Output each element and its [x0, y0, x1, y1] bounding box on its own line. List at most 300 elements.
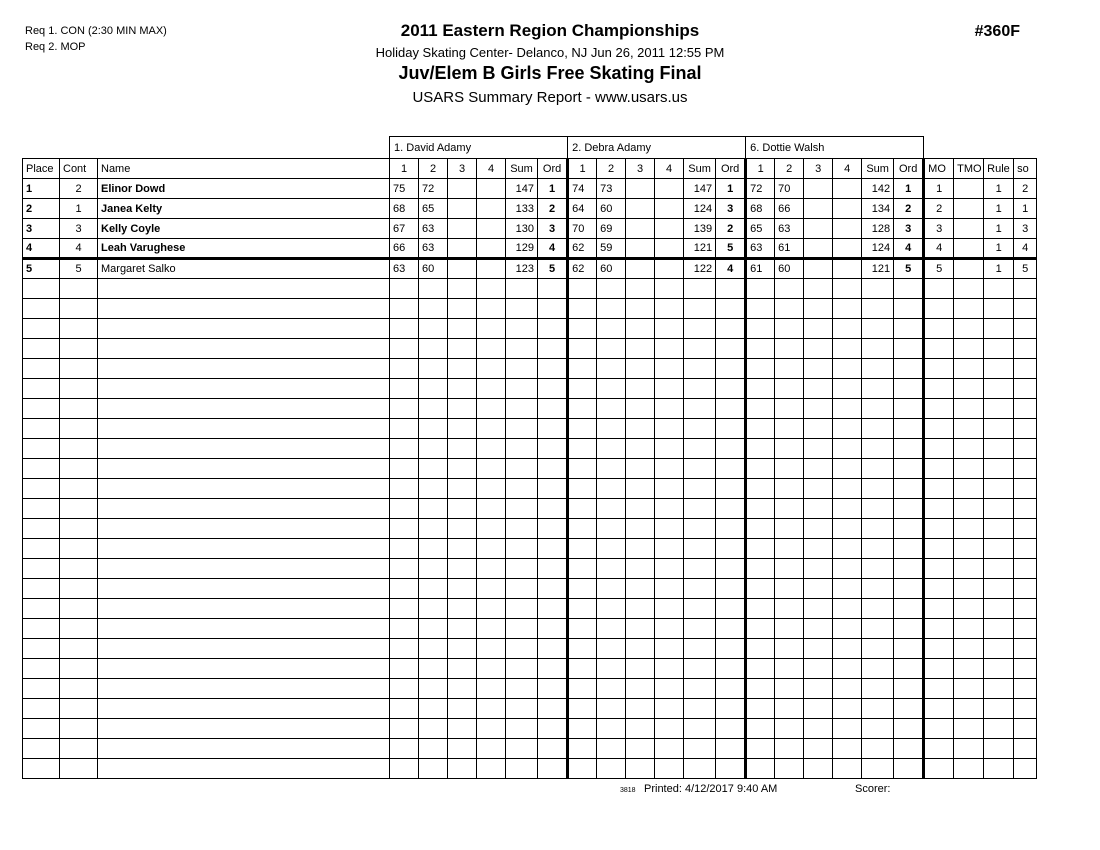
score-cell: [626, 199, 655, 219]
empty-cell: [597, 499, 626, 519]
place-cell: 5: [23, 259, 60, 279]
ordinal-cell: 3: [538, 219, 568, 239]
empty-cell: [477, 679, 506, 699]
empty-cell: [655, 499, 684, 519]
empty-cell: [419, 719, 448, 739]
empty-cell: [746, 599, 775, 619]
column-header-sum: Sum: [506, 159, 538, 179]
empty-cell: [655, 679, 684, 699]
mo-cell: 5: [924, 259, 954, 279]
empty-cell: [23, 539, 60, 559]
empty-cell: [568, 459, 597, 479]
empty-cell: [1014, 439, 1037, 459]
empty-cell: [98, 699, 390, 719]
empty-cell: [626, 739, 655, 759]
empty-cell: [684, 539, 716, 559]
judge-header-row: [23, 137, 1037, 159]
empty-cell: [477, 339, 506, 359]
empty-cell: [506, 759, 538, 779]
empty-cell: [1014, 419, 1037, 439]
empty-cell: [419, 479, 448, 499]
place-cell: 4: [23, 239, 60, 259]
empty-cell: [568, 499, 597, 519]
sum-cell: 134: [862, 199, 894, 219]
empty-cell: [390, 459, 419, 479]
empty-cell: [60, 699, 98, 719]
empty-cell: [924, 619, 954, 639]
empty-cell: [98, 479, 390, 499]
ordinal-cell: 5: [716, 239, 746, 259]
empty-cell: [655, 759, 684, 779]
skater-name-cell: Elinor Dowd: [98, 179, 390, 199]
empty-cell: [862, 439, 894, 459]
empty-cell: [1014, 379, 1037, 399]
result-row: [23, 239, 1037, 259]
ordinal-cell: 4: [538, 239, 568, 259]
empty-cell: [775, 539, 804, 559]
empty-cell: [954, 639, 984, 659]
mo-cell: 2: [924, 199, 954, 219]
empty-cell: [954, 479, 984, 499]
empty-cell: [419, 419, 448, 439]
results-table-body: [23, 137, 1037, 779]
empty-cell: [894, 339, 924, 359]
empty-cell: [954, 579, 984, 599]
column-header-4: 4: [477, 159, 506, 179]
score-cell: [804, 239, 833, 259]
empty-cell: [60, 439, 98, 459]
sum-cell: 133: [506, 199, 538, 219]
empty-cell: [1014, 279, 1037, 299]
empty-cell: [419, 499, 448, 519]
empty-cell: [684, 579, 716, 599]
empty-cell: [833, 719, 862, 739]
empty-cell: [390, 479, 419, 499]
empty-cell: [506, 579, 538, 599]
empty-cell: [448, 539, 477, 559]
empty-cell: [448, 419, 477, 439]
column-header-row: [23, 159, 1037, 179]
empty-row: [23, 319, 1037, 339]
score-cell: 60: [597, 259, 626, 279]
empty-cell: [924, 519, 954, 539]
empty-cell: [804, 759, 833, 779]
empty-row: [23, 499, 1037, 519]
empty-cell: [894, 419, 924, 439]
empty-cell: [477, 619, 506, 639]
sum-cell: 128: [862, 219, 894, 239]
empty-cell: [23, 459, 60, 479]
empty-cell: [804, 699, 833, 719]
empty-cell: [597, 679, 626, 699]
empty-cell: [984, 699, 1014, 719]
place-cell: 2: [23, 199, 60, 219]
empty-cell: [597, 699, 626, 719]
column-header-cont: Cont: [60, 159, 98, 179]
empty-cell: [538, 599, 568, 619]
empty-cell: [506, 499, 538, 519]
empty-cell: [862, 699, 894, 719]
empty-cell: [716, 319, 746, 339]
empty-cell: [390, 339, 419, 359]
empty-cell: [626, 719, 655, 739]
empty-cell: [804, 679, 833, 699]
sum-cell: 124: [684, 199, 716, 219]
empty-cell: [833, 739, 862, 759]
empty-cell: [597, 599, 626, 619]
empty-cell: [862, 479, 894, 499]
empty-cell: [477, 739, 506, 759]
empty-cell: [954, 279, 984, 299]
score-cell: [448, 199, 477, 219]
score-cell: 63: [419, 239, 448, 259]
empty-cell: [954, 459, 984, 479]
empty-cell: [538, 279, 568, 299]
empty-cell: [597, 319, 626, 339]
column-header-4: 4: [833, 159, 862, 179]
empty-cell: [390, 739, 419, 759]
empty-cell: [390, 299, 419, 319]
empty-cell: [862, 759, 894, 779]
empty-cell: [984, 359, 1014, 379]
empty-cell: [597, 279, 626, 299]
empty-row: [23, 559, 1037, 579]
empty-cell: [684, 659, 716, 679]
empty-cell: [833, 359, 862, 379]
empty-cell: [568, 719, 597, 739]
empty-cell: [448, 299, 477, 319]
empty-cell: [746, 399, 775, 419]
empty-cell: [419, 299, 448, 319]
judge-name-label: 1. David Adamy: [390, 137, 568, 159]
empty-cell: [506, 619, 538, 639]
empty-cell: [924, 559, 954, 579]
score-cell: 61: [775, 239, 804, 259]
score-cell: [626, 239, 655, 259]
empty-cell: [626, 399, 655, 419]
empty-cell: [419, 359, 448, 379]
empty-cell: [60, 719, 98, 739]
empty-cell: [98, 399, 390, 419]
empty-cell: [954, 659, 984, 679]
empty-cell: [419, 599, 448, 619]
empty-cell: [716, 639, 746, 659]
empty-cell: [448, 699, 477, 719]
empty-cell: [894, 279, 924, 299]
scorer-label: Scorer:: [855, 783, 891, 795]
empty-cell: [23, 619, 60, 639]
empty-cell: [746, 719, 775, 739]
empty-cell: [655, 299, 684, 319]
empty-row: [23, 599, 1037, 619]
sum-cell: 142: [862, 179, 894, 199]
empty-cell: [390, 759, 419, 779]
empty-row: [23, 459, 1037, 479]
empty-cell: [746, 659, 775, 679]
empty-cell: [655, 619, 684, 639]
empty-cell: [862, 739, 894, 759]
empty-cell: [894, 299, 924, 319]
empty-cell: [390, 359, 419, 379]
score-cell: [626, 179, 655, 199]
empty-cell: [60, 619, 98, 639]
empty-cell: [597, 739, 626, 759]
contestant-number-cell: 2: [60, 179, 98, 199]
empty-row: [23, 519, 1037, 539]
empty-cell: [894, 679, 924, 699]
results-table: [22, 136, 1037, 779]
column-header-ord: Ord: [538, 159, 568, 179]
score-cell: 62: [568, 239, 597, 259]
empty-cell: [538, 379, 568, 399]
empty-cell: [862, 359, 894, 379]
empty-cell: [804, 539, 833, 559]
empty-cell: [568, 279, 597, 299]
empty-cell: [448, 599, 477, 619]
empty-cell: [804, 439, 833, 459]
empty-cell: [506, 519, 538, 539]
empty-cell: [98, 559, 390, 579]
skater-name-cell: Janea Kelty: [98, 199, 390, 219]
empty-cell: [1014, 519, 1037, 539]
empty-cell: [746, 639, 775, 659]
empty-cell: [984, 739, 1014, 759]
empty-cell: [60, 319, 98, 339]
empty-cell: [448, 559, 477, 579]
empty-cell: [862, 619, 894, 639]
score-cell: 61: [746, 259, 775, 279]
empty-cell: [775, 599, 804, 619]
empty-cell: [746, 279, 775, 299]
result-row: [23, 259, 1037, 279]
empty-cell: [984, 559, 1014, 579]
empty-cell: [984, 679, 1014, 699]
empty-cell: [538, 739, 568, 759]
empty-cell: [655, 539, 684, 559]
empty-cell: [833, 419, 862, 439]
score-cell: 66: [775, 199, 804, 219]
empty-cell: [894, 379, 924, 399]
score-cell: [804, 259, 833, 279]
empty-cell: [448, 399, 477, 419]
empty-cell: [775, 379, 804, 399]
empty-cell: [746, 439, 775, 459]
empty-cell: [984, 419, 1014, 439]
score-cell: [477, 179, 506, 199]
empty-cell: [984, 619, 1014, 639]
score-cell: 63: [390, 259, 419, 279]
empty-cell: [716, 419, 746, 439]
empty-cell: [1014, 639, 1037, 659]
score-cell: [833, 259, 862, 279]
empty-cell: [23, 759, 60, 779]
empty-cell: [954, 619, 984, 639]
empty-cell: [538, 559, 568, 579]
column-header-place: Place: [23, 159, 60, 179]
empty-cell: [597, 459, 626, 479]
score-cell: [804, 179, 833, 199]
empty-cell: [775, 339, 804, 359]
empty-cell: [60, 759, 98, 779]
empty-cell: [506, 679, 538, 699]
empty-cell: [894, 619, 924, 639]
empty-cell: [390, 279, 419, 299]
empty-cell: [894, 719, 924, 739]
score-cell: [477, 239, 506, 259]
empty-cell: [954, 299, 984, 319]
score-cell: 68: [390, 199, 419, 219]
empty-cell: [775, 299, 804, 319]
empty-cell: [804, 319, 833, 339]
empty-cell: [538, 519, 568, 539]
empty-cell: [1014, 559, 1037, 579]
empty-cell: [538, 639, 568, 659]
empty-cell: [538, 399, 568, 419]
empty-cell: [894, 579, 924, 599]
empty-cell: [862, 579, 894, 599]
empty-cell: [60, 659, 98, 679]
empty-cell: [98, 599, 390, 619]
empty-cell: [390, 499, 419, 519]
empty-cell: [684, 399, 716, 419]
column-header-mo: MO: [924, 159, 954, 179]
empty-row: [23, 759, 1037, 779]
empty-cell: [477, 439, 506, 459]
judge-name-label: 6. Dottie Walsh: [746, 137, 924, 159]
empty-cell: [1014, 719, 1037, 739]
empty-cell: [23, 359, 60, 379]
empty-cell: [568, 639, 597, 659]
empty-cell: [954, 719, 984, 739]
empty-cell: [23, 599, 60, 619]
empty-cell: [894, 699, 924, 719]
empty-cell: [684, 339, 716, 359]
empty-cell: [448, 739, 477, 759]
empty-cell: [984, 479, 1014, 499]
so-cell: 4: [1014, 239, 1037, 259]
sum-cell: 130: [506, 219, 538, 239]
empty-cell: [894, 739, 924, 759]
empty-cell: [894, 599, 924, 619]
empty-cell: [833, 319, 862, 339]
empty-cell: [626, 499, 655, 519]
empty-cell: [924, 359, 954, 379]
empty-cell: [568, 439, 597, 459]
empty-cell: [716, 439, 746, 459]
empty-cell: [684, 279, 716, 299]
empty-cell: [804, 599, 833, 619]
sum-cell: 124: [862, 239, 894, 259]
score-cell: 70: [775, 179, 804, 199]
score-cell: [448, 239, 477, 259]
score-cell: 67: [390, 219, 419, 239]
empty-cell: [684, 459, 716, 479]
empty-cell: [597, 399, 626, 419]
empty-cell: [655, 639, 684, 659]
empty-cell: [833, 539, 862, 559]
empty-cell: [538, 539, 568, 559]
empty-cell: [626, 679, 655, 699]
empty-cell: [477, 639, 506, 659]
rule-cell: 1: [984, 259, 1014, 279]
empty-cell: [655, 419, 684, 439]
empty-cell: [506, 319, 538, 339]
empty-cell: [655, 399, 684, 419]
empty-cell: [833, 759, 862, 779]
empty-cell: [98, 679, 390, 699]
empty-cell: [804, 519, 833, 539]
empty-cell: [60, 479, 98, 499]
column-header-sum: Sum: [684, 159, 716, 179]
requirement-2: Req 2. MOP: [25, 41, 86, 53]
empty-cell: [477, 379, 506, 399]
empty-cell: [775, 479, 804, 499]
empty-cell: [390, 419, 419, 439]
empty-cell: [954, 499, 984, 519]
empty-cell: [862, 559, 894, 579]
empty-row: [23, 719, 1037, 739]
score-cell: [477, 219, 506, 239]
empty-cell: [568, 319, 597, 339]
empty-cell: [894, 439, 924, 459]
empty-cell: [448, 619, 477, 639]
empty-cell: [684, 619, 716, 639]
score-cell: 63: [775, 219, 804, 239]
empty-row: [23, 579, 1037, 599]
score-cell: 60: [775, 259, 804, 279]
empty-cell: [477, 599, 506, 619]
event-number: #360F: [974, 23, 1020, 40]
empty-cell: [833, 299, 862, 319]
empty-cell: [716, 619, 746, 639]
empty-cell: [1014, 619, 1037, 639]
empty-cell: [746, 319, 775, 339]
score-cell: 74: [568, 179, 597, 199]
empty-cell: [746, 559, 775, 579]
empty-cell: [626, 619, 655, 639]
empty-cell: [716, 479, 746, 499]
empty-cell: [684, 639, 716, 659]
empty-cell: [833, 439, 862, 459]
ordinal-cell: 1: [716, 179, 746, 199]
so-cell: 3: [1014, 219, 1037, 239]
empty-cell: [833, 659, 862, 679]
empty-cell: [390, 639, 419, 659]
empty-cell: [626, 519, 655, 539]
empty-cell: [419, 699, 448, 719]
score-cell: [833, 179, 862, 199]
empty-cell: [833, 519, 862, 539]
empty-cell: [506, 399, 538, 419]
empty-cell: [862, 679, 894, 699]
empty-cell: [984, 439, 1014, 459]
empty-cell: [538, 419, 568, 439]
tmo-cell: [954, 199, 984, 219]
empty-cell: [684, 499, 716, 519]
score-cell: [804, 199, 833, 219]
empty-cell: [626, 319, 655, 339]
ordinal-cell: 5: [538, 259, 568, 279]
empty-cell: [833, 599, 862, 619]
empty-cell: [862, 279, 894, 299]
empty-cell: [862, 299, 894, 319]
empty-cell: [894, 539, 924, 559]
column-header-tmo: TMO: [954, 159, 984, 179]
empty-cell: [862, 339, 894, 359]
empty-cell: [626, 459, 655, 479]
empty-cell: [477, 559, 506, 579]
mo-cell: 3: [924, 219, 954, 239]
